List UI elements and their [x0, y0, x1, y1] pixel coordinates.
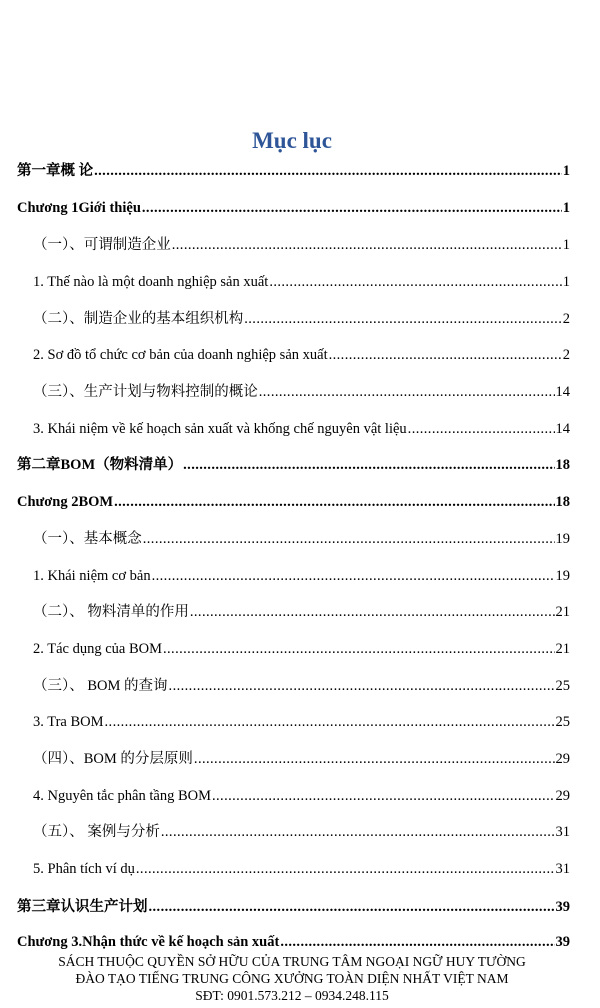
toc-page-number: 31	[555, 861, 570, 877]
toc-entry[interactable]	[33, 676, 570, 696]
toc-entry-label: BOM（物料清单）	[60, 457, 183, 473]
toc-dot-leader	[172, 235, 562, 255]
toc-entry[interactable]	[33, 602, 570, 622]
toc-dot-leader	[329, 345, 562, 365]
toc-dot-leader	[280, 932, 554, 952]
toc-page-number: 25	[555, 714, 570, 730]
toc-page-number: 2	[562, 311, 570, 327]
toc-entry[interactable]	[33, 786, 570, 806]
page-footer	[0, 953, 584, 1004]
toc-dot-leader	[169, 676, 555, 696]
toc-chapter-number: Chương 2	[17, 494, 79, 510]
toc-entry-label: 2. Sơ đồ tổ chức cơ bản của doanh nghiệp sản xuất	[33, 347, 328, 363]
toc-entry-label: 2. Tác dụng của BOM	[33, 641, 162, 657]
toc-entry[interactable]	[33, 566, 570, 586]
toc-page-number: 1	[562, 163, 570, 179]
toc-entry-label: （三）、生产计划与物料控制的概论	[33, 384, 258, 400]
footer-line-phone: SĐT: 0901.573.212 – 0934.248.115	[195, 988, 389, 1003]
toc-entry[interactable]	[17, 932, 570, 952]
toc-page-number: 2	[562, 347, 570, 363]
toc-chapter-number: 第一章	[17, 163, 61, 179]
toc-dot-leader	[149, 897, 555, 917]
toc-page-number: 31	[555, 824, 570, 840]
toc-entry[interactable]	[33, 749, 570, 769]
toc-page-number: 39	[555, 934, 570, 950]
toc-entry[interactable]	[17, 198, 570, 218]
toc-entry[interactable]	[33, 345, 570, 365]
toc-page-number: 25	[555, 678, 570, 694]
toc-entry-label: （四）、BOM 的分层原则	[33, 751, 193, 767]
toc-entry-label: 4. Nguyên tắc phân tầng BOM	[33, 788, 211, 804]
toc-dot-leader	[408, 419, 555, 439]
toc-entry[interactable]	[17, 455, 570, 475]
toc-entry[interactable]	[33, 859, 570, 879]
toc-dot-leader	[143, 529, 555, 549]
toc-page-number: 21	[555, 604, 570, 620]
toc-entry[interactable]	[33, 822, 570, 842]
toc-dot-leader	[114, 492, 554, 512]
toc-dot-leader	[194, 749, 555, 769]
toc-entry[interactable]	[33, 419, 570, 439]
toc-entry-label: 认识生产计划	[60, 899, 148, 915]
toc-entry-label: 概 论	[60, 163, 94, 179]
toc-page-number: 1	[562, 200, 570, 216]
toc-entry-label: 1. Khái niệm cơ bản	[33, 568, 151, 584]
toc-page-number: 39	[555, 899, 570, 915]
footer-line-tagline: ĐÀO TẠO TIẾNG TRUNG CÔNG XƯỞNG TOÀN DIỆN NHẤT VIỆT NAM	[75, 971, 509, 986]
toc-page-number: 18	[555, 457, 570, 473]
footer-line-ownership: SÁCH THUỘC QUYỀN SỞ HỮU CỦA TRUNG TÂM NGOẠI NGỮ HUY TƯỜNG	[58, 954, 526, 969]
toc-entry[interactable]	[33, 382, 570, 402]
toc-entry-label: 1. Thế nào là một doanh nghiệp sản xuất	[33, 274, 269, 290]
toc-entry[interactable]	[33, 272, 570, 292]
toc-entry-label: （三）、 BOM 的查询	[33, 678, 168, 694]
toc-entry-label: （二）、制造企业的基本组织机构	[33, 311, 244, 327]
toc-page-number: 14	[555, 421, 570, 437]
toc-page-number: 18	[555, 494, 570, 510]
toc-chapter-number: 第二章	[17, 457, 61, 473]
toc-entry[interactable]	[17, 161, 570, 181]
toc-dot-leader	[244, 309, 562, 329]
toc-dot-leader	[183, 455, 554, 475]
toc-entry-label: （二）、 物料清单的作用	[33, 604, 189, 620]
toc-chapter-number: 第三章	[17, 899, 61, 915]
toc-page-number: 1	[562, 237, 570, 253]
toc-dot-leader	[163, 639, 555, 659]
toc-page-number: 21	[555, 641, 570, 657]
toc-dot-leader	[136, 859, 555, 879]
toc-entry[interactable]	[33, 235, 570, 255]
toc-entry-label: 3. Tra BOM	[33, 714, 104, 730]
toc-dot-leader	[190, 602, 555, 622]
toc-chapter-number: Chương 1	[17, 200, 79, 216]
toc-entry-label: （一）、可谓制造企业	[33, 237, 171, 253]
toc-entry-label: 3. Khái niệm về kế hoạch sản xuất và khống chế nguyên vật liệu	[33, 421, 407, 437]
toc-entry[interactable]	[17, 492, 570, 512]
toc-entry-label: Giới thiệu	[78, 200, 141, 216]
toc-entry[interactable]	[17, 897, 570, 917]
toc-entry-label: （五）、 案例与分析	[33, 824, 160, 840]
toc-entry-label: Nhận thức về kế hoạch sản xuất	[82, 934, 280, 950]
toc-entry[interactable]	[33, 529, 570, 549]
toc-entry-label: 5. Phân tích ví dụ	[33, 861, 135, 877]
toc-dot-leader	[269, 272, 561, 292]
toc-dot-leader	[161, 822, 555, 842]
toc-dot-leader	[259, 382, 555, 402]
toc-page-number: 29	[555, 788, 570, 804]
toc-page-number: 1	[562, 274, 570, 290]
page-title: Mục lục	[252, 128, 332, 153]
toc-entry-label: BOM	[78, 494, 114, 510]
toc-page-number: 14	[555, 384, 570, 400]
toc-dot-leader	[212, 786, 555, 806]
toc-entry[interactable]	[33, 639, 570, 659]
toc-dot-leader	[152, 566, 555, 586]
toc-entry[interactable]	[33, 309, 570, 329]
toc-entry-label: （一）、基本概念	[33, 531, 142, 547]
toc-chapter-number: Chương 3.	[17, 934, 83, 950]
toc-entry[interactable]	[33, 712, 570, 732]
toc-dot-leader	[142, 198, 562, 218]
toc-dot-leader	[105, 712, 555, 732]
toc-page-number: 19	[555, 568, 570, 584]
toc-page-number: 19	[555, 531, 570, 547]
toc-dot-leader	[94, 161, 562, 181]
toc-page-number: 29	[555, 751, 570, 767]
